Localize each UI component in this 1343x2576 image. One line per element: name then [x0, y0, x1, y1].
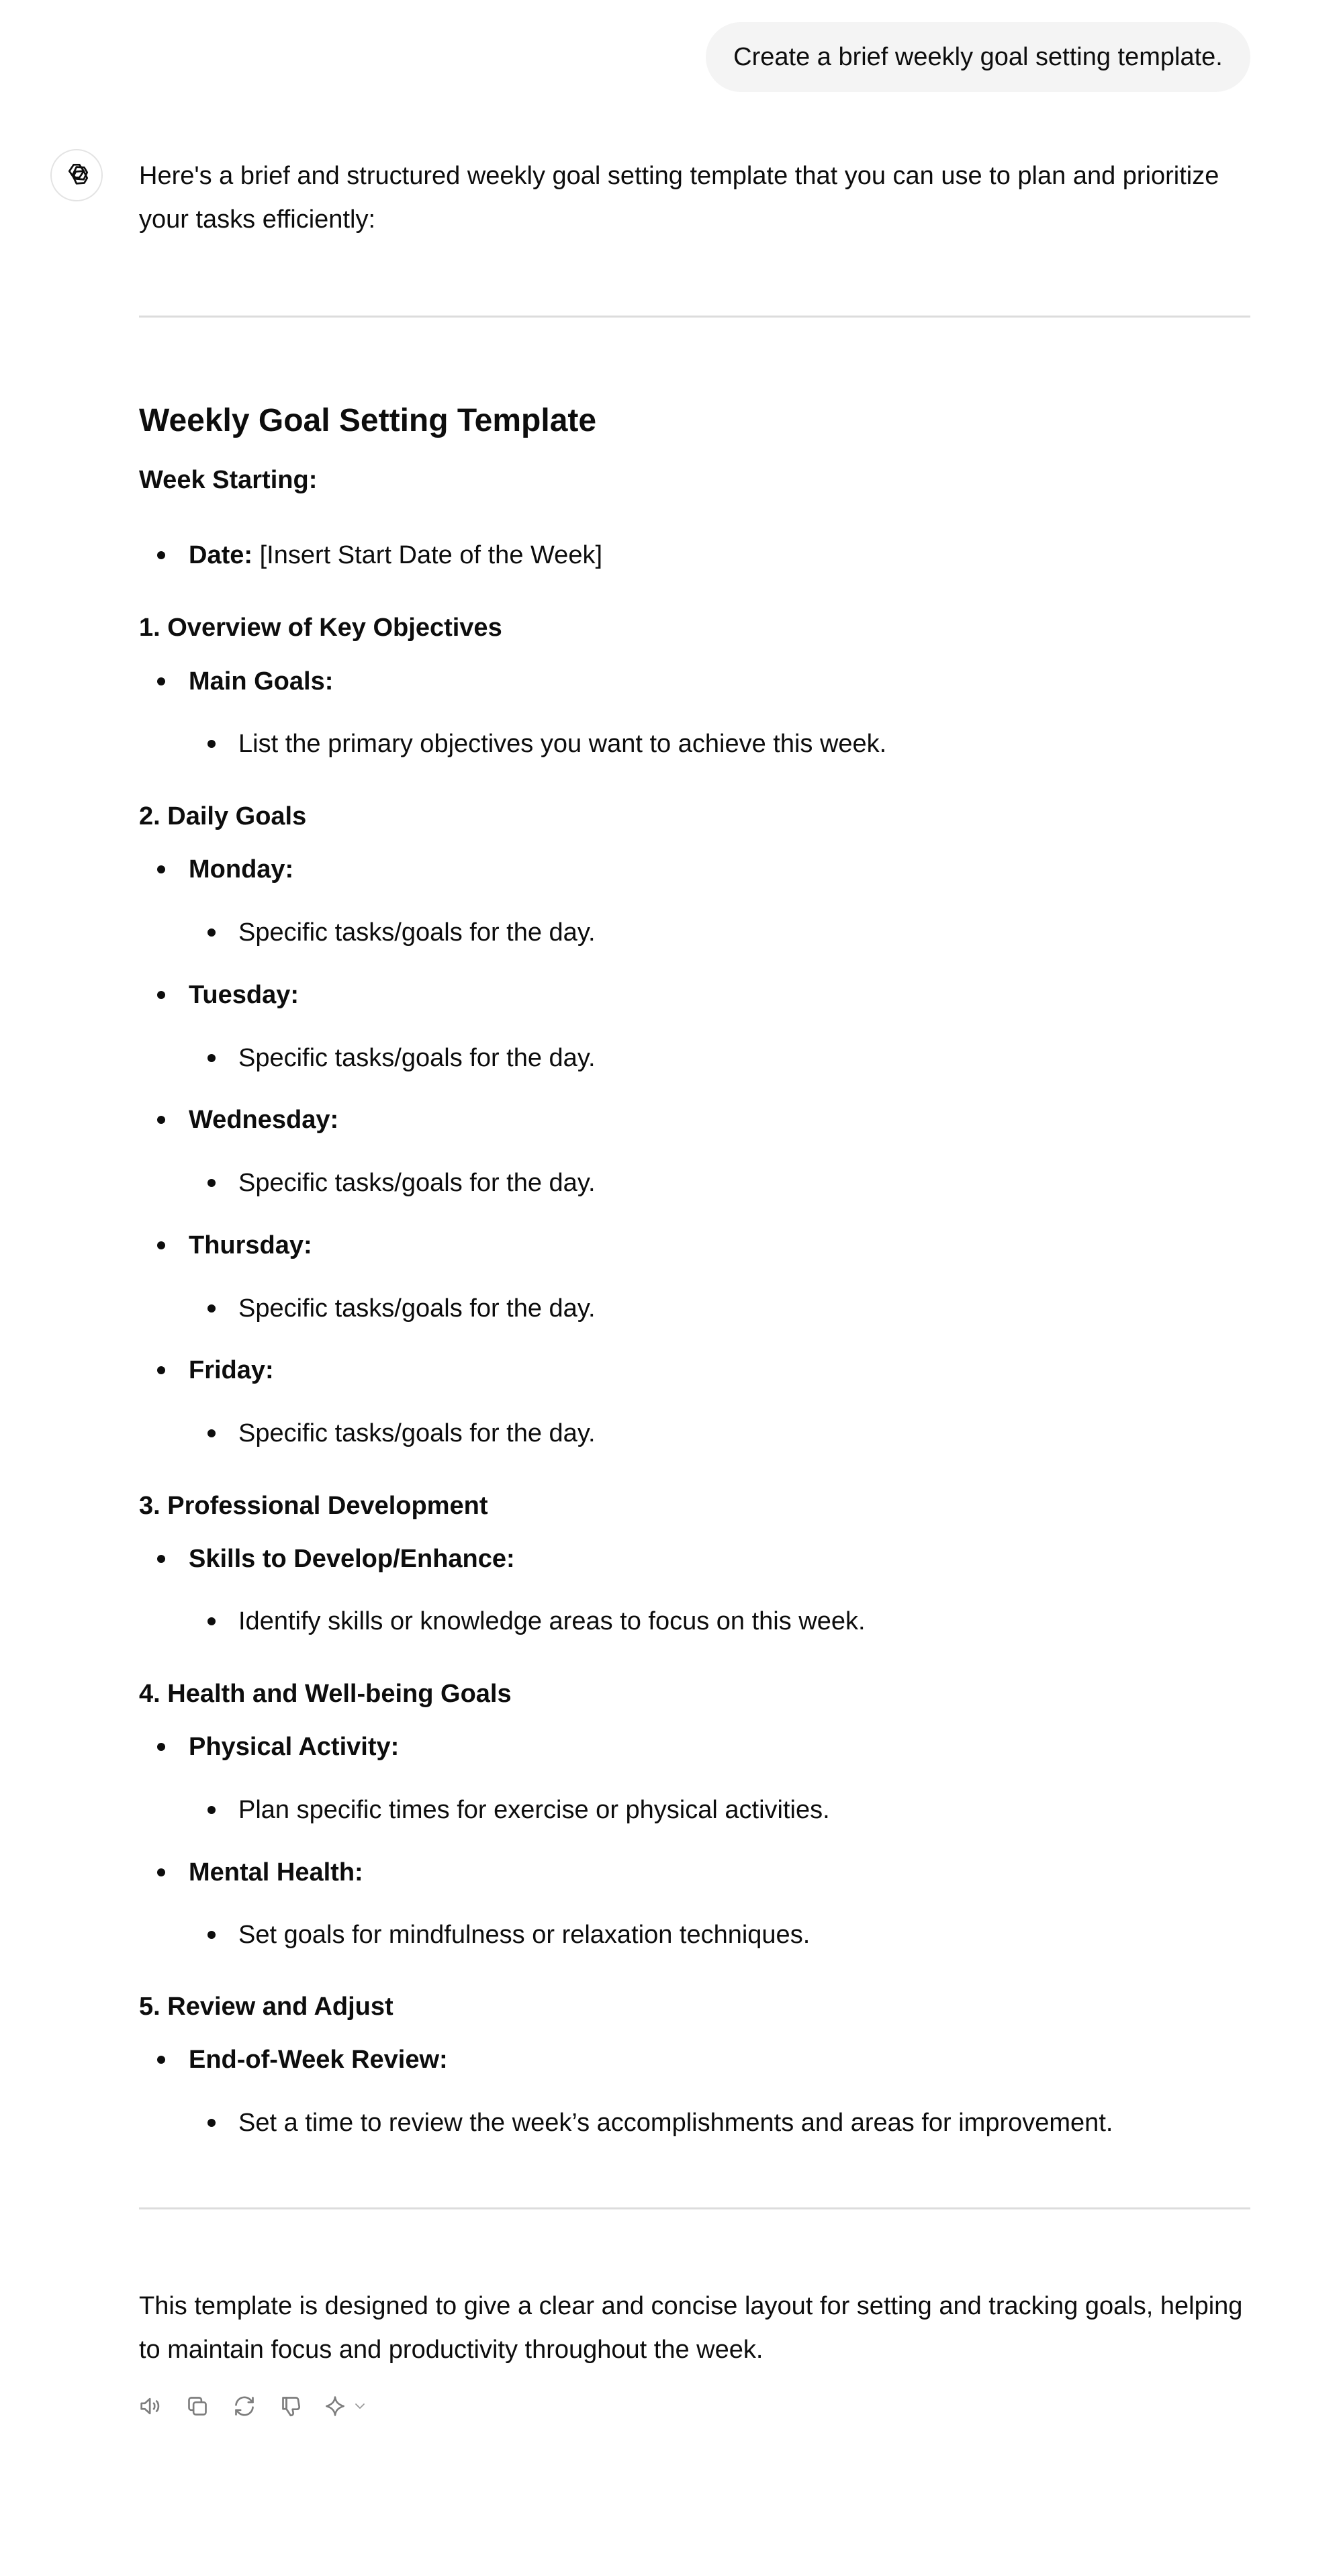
bullet — [157, 1743, 165, 1751]
model-switcher-button[interactable] — [322, 2393, 368, 2419]
item-main-goals-detail: List the primary objectives you want to achieve this week. — [238, 730, 887, 758]
copy-icon — [184, 2393, 211, 2420]
openai-logo-icon — [61, 160, 92, 191]
divider-bottom — [139, 2207, 1250, 2209]
item-tuesday-detail: Specific tasks/goals for the day. — [238, 1044, 596, 1072]
item-review-detail: Set a time to review the week’s accomplishments and areas for improvement. — [238, 2109, 1113, 2137]
date-line — [189, 540, 602, 571]
bullet — [157, 865, 165, 873]
item-mental-label: Mental Health: — [189, 1858, 363, 1887]
chevron-down-icon — [352, 2398, 368, 2414]
item-tuesday-label: Tuesday: — [189, 981, 299, 1009]
bullet — [207, 1617, 216, 1625]
sparkle-icon — [322, 2393, 348, 2419]
item-thursday-label: Thursday: — [189, 1231, 312, 1259]
bullet — [207, 1304, 216, 1313]
section-heading-review: 5. Review and Adjust — [139, 1993, 393, 2021]
bullet — [207, 1054, 216, 1062]
template-title: Weekly Goal Setting Template — [139, 403, 597, 438]
speaker-icon — [137, 2393, 164, 2420]
item-monday-detail: Specific tasks/goals for the day. — [238, 918, 596, 947]
assistant-closing: This template is designed to give a clear and concise layout for setting and tracking goals, helping to maintain focus and productivity throughout the week. — [139, 2292, 1243, 2364]
bad-response-button[interactable] — [275, 2390, 308, 2422]
item-friday-detail: Specific tasks/goals for the day. — [238, 1419, 596, 1447]
item-skills-detail: Identify skills or knowledge areas to focus on this week. — [238, 1607, 866, 1635]
item-wednesday-label: Wednesday: — [189, 1106, 339, 1134]
user-message-text: Create a brief weekly goal setting template. — [733, 42, 1223, 71]
item-skills-label: Skills to Develop/Enhance: — [189, 1545, 515, 1573]
assistant-avatar — [50, 149, 103, 201]
item-friday-label: Friday: — [189, 1356, 274, 1384]
regenerate-icon — [231, 2393, 258, 2420]
user-message-bubble — [706, 22, 1250, 92]
bullet — [207, 740, 216, 748]
bullet — [157, 1555, 165, 1563]
divider-top — [139, 316, 1250, 318]
week-starting-label: Week Starting: — [139, 466, 318, 494]
section-heading-health: 4. Health and Well-being Goals — [139, 1680, 512, 1708]
bullet — [207, 1931, 216, 1939]
bullet — [207, 1429, 216, 1437]
copy-button[interactable] — [181, 2390, 214, 2422]
item-wednesday-detail: Specific tasks/goals for the day. — [238, 1169, 596, 1197]
message-actions — [134, 2389, 368, 2423]
item-physical-label: Physical Activity: — [189, 1733, 400, 1761]
bullet — [157, 1116, 165, 1124]
bullet — [157, 991, 165, 999]
bullet — [207, 2119, 216, 2127]
item-review-label: End-of-Week Review: — [189, 2046, 448, 2074]
bullet — [207, 1179, 216, 1187]
date-value: [Insert Start Date of the Week] — [252, 541, 603, 569]
bullet — [157, 677, 165, 685]
assistant-intro: Here's a brief and structured weekly goal setting template that you can use to plan and prioritize your tasks efficiently: — [139, 162, 1219, 234]
bullet — [157, 551, 165, 559]
bullet — [207, 1806, 216, 1814]
item-monday-label: Monday: — [189, 855, 294, 884]
read-aloud-button[interactable] — [134, 2390, 167, 2422]
item-mental-detail: Set goals for mindfulness or relaxation techniques. — [238, 1921, 811, 1949]
date-label: Date: — [189, 541, 253, 569]
bullet — [207, 928, 216, 937]
section-heading-professional: 3. Professional Development — [139, 1492, 488, 1520]
bullet — [157, 1366, 165, 1374]
section-heading-daily: 2. Daily Goals — [139, 802, 307, 830]
bullet — [157, 1868, 165, 1876]
bullet — [157, 1241, 165, 1249]
thumbs-down-icon — [278, 2393, 305, 2420]
item-main-goals-label: Main Goals: — [189, 667, 334, 696]
section-heading-objectives: 1. Overview of Key Objectives — [139, 614, 502, 642]
item-physical-detail: Plan specific times for exercise or physical activities. — [238, 1796, 830, 1824]
item-thursday-detail: Specific tasks/goals for the day. — [238, 1294, 596, 1323]
regenerate-button[interactable] — [228, 2390, 261, 2422]
bullet — [157, 2056, 165, 2064]
